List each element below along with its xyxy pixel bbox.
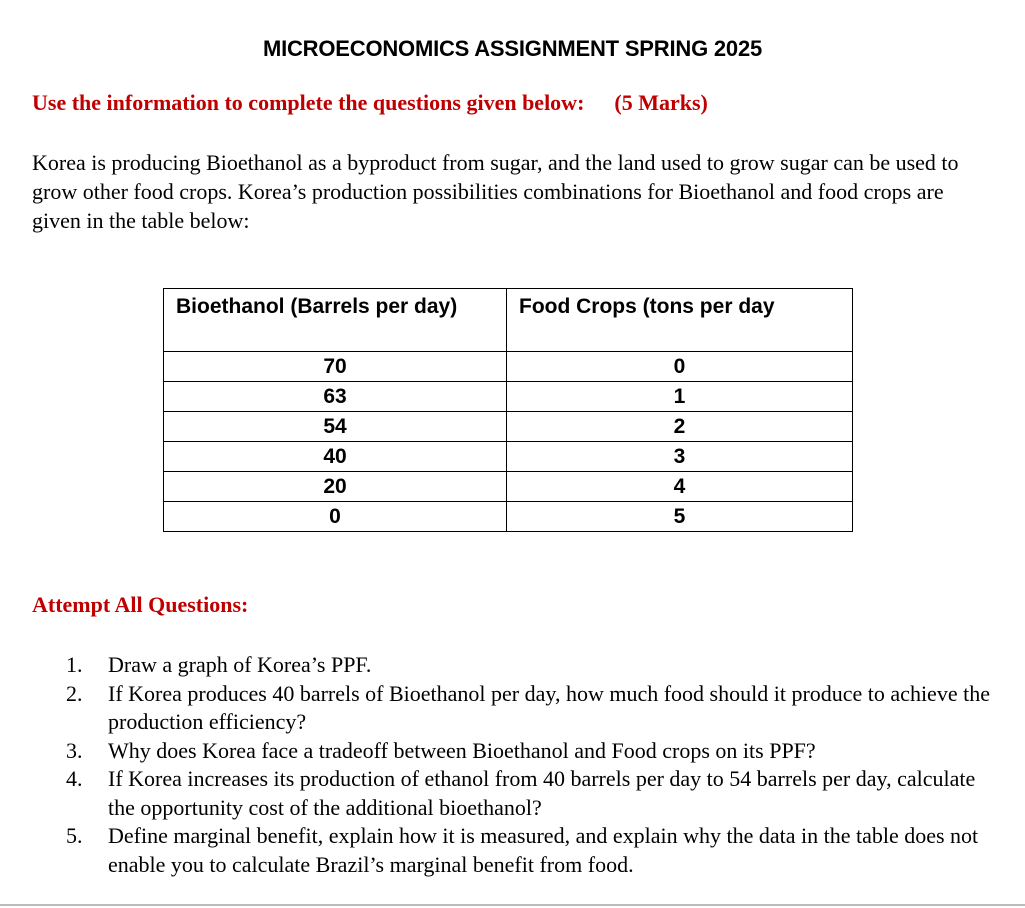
- food-crops-cell: 0: [507, 352, 853, 382]
- bioethanol-cell: 20: [164, 472, 507, 502]
- question-item: [66, 651, 996, 680]
- question-text: If Korea increases its production of ethanol from 40 barrels per day to 54 barrels per day, calculate the opportunity cost of the additional bioethanol?: [108, 766, 976, 820]
- questions-list: [66, 651, 996, 879]
- instruction-text: Use the information to complete the questions given below:: [32, 90, 585, 115]
- instruction-line: [32, 90, 708, 116]
- table-row: [164, 442, 853, 472]
- question-item: [66, 765, 996, 822]
- question-text: Why does Korea face a tradeoff between Bioethanol and Food crops on its PPF?: [108, 737, 816, 763]
- table-row: [164, 352, 853, 382]
- question-item: [66, 822, 996, 879]
- bioethanol-cell: 54: [164, 412, 507, 442]
- header-food-crops: Food Crops (tons per day: [507, 289, 853, 352]
- bioethanol-cell: 40: [164, 442, 507, 472]
- question-number: 1.: [66, 652, 83, 677]
- intro-paragraph: Korea is producing Bioethanol as a byproduct from sugar, and the land used to grow sugar can be used to grow other food crops. Korea’s production possibilities combinations for Bioethanol and food crops are given in the table below:: [32, 150, 959, 233]
- bioethanol-cell: 70: [164, 352, 507, 382]
- table-row: [164, 472, 853, 502]
- food-crops-cell: 2: [507, 412, 853, 442]
- marks-label: (5 Marks): [614, 90, 708, 115]
- page-bottom-divider: [0, 904, 1025, 906]
- food-crops-cell: 3: [507, 442, 853, 472]
- question-number: 5.: [66, 823, 83, 848]
- question-item: [66, 737, 996, 766]
- question-text: Define marginal benefit, explain how it is measured, and explain why the data in the table does not enable you to calculate Brazil’s marginal benefit from food.: [108, 823, 979, 877]
- ppf-table: [163, 288, 853, 532]
- question-number: 2.: [66, 680, 83, 706]
- bioethanol-cell: 63: [164, 382, 507, 412]
- bioethanol-cell: 0: [164, 502, 507, 532]
- header-bioethanol: Bioethanol (Barrels per day): [164, 289, 507, 352]
- question-item: [66, 680, 996, 737]
- table-header-row: [164, 289, 853, 352]
- attempt-heading: Attempt All Questions:: [32, 592, 249, 617]
- table-row: [164, 382, 853, 412]
- food-crops-cell: 1: [507, 382, 853, 412]
- question-number: 3.: [66, 737, 83, 763]
- page-title: MICROECONOMICS ASSIGNMENT SPRING 2025: [262, 36, 763, 61]
- question-text: If Korea produces 40 barrels of Bioethanol per day, how much food should it produce to achieve the production efficiency?: [108, 680, 990, 734]
- table-row: [164, 412, 853, 442]
- food-crops-cell: 5: [507, 502, 853, 532]
- table-row: [164, 502, 853, 532]
- food-crops-cell: 4: [507, 472, 853, 502]
- question-number: 4.: [66, 766, 83, 791]
- question-text: Draw a graph of Korea’s PPF.: [108, 652, 372, 677]
